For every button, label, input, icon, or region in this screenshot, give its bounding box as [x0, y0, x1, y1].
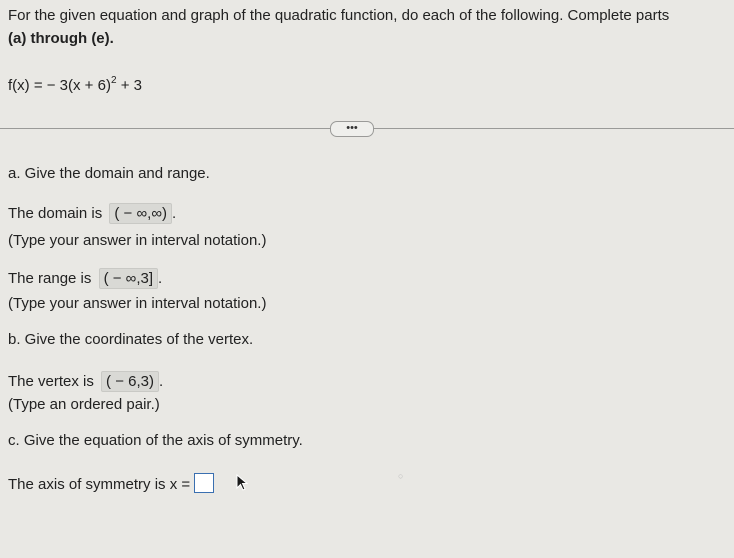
instructions-line-1: For the given equation and graph of the quadratic function, do each of the following. Complete parts — [8, 7, 670, 24]
equation-main: f(x) = − 3(x + 6) — [8, 77, 111, 94]
domain-line — [8, 203, 176, 224]
range-answer[interactable]: ( − ∞,3] — [99, 268, 158, 289]
dot-icon: ○ — [398, 471, 404, 481]
axis-prefix: The axis of symmetry is x = — [8, 476, 191, 493]
instructions-line-2: (a) through (e). — [8, 30, 114, 47]
range-hint: (Type your answer in interval notation.) — [8, 295, 267, 312]
vertex-line — [8, 371, 163, 392]
equation — [8, 77, 142, 94]
axis-answer-input[interactable] — [194, 473, 214, 493]
domain-answer[interactable]: ( − ∞,∞) — [109, 203, 172, 224]
vertex-prefix: The vertex is — [8, 373, 94, 390]
range-line — [8, 268, 162, 289]
domain-prefix: The domain is — [8, 205, 103, 222]
domain-hint: (Type your answer in interval notation.) — [8, 232, 267, 249]
range-suffix: . — [158, 270, 163, 287]
vertex-suffix: . — [158, 373, 164, 390]
equation-tail: + 3 — [120, 77, 142, 94]
more-button[interactable]: ••• — [330, 121, 374, 137]
vertex-answer[interactable]: ( − 6,3) — [101, 371, 159, 392]
equation-exponent: 2 — [110, 75, 117, 86]
part-c-title: c. Give the equation of the axis of symmetry. — [8, 432, 303, 449]
range-prefix: The range is — [8, 270, 92, 287]
part-a-title: a. Give the domain and range. — [8, 165, 210, 182]
domain-suffix: . — [172, 205, 177, 222]
axis-line — [8, 473, 214, 493]
part-b-title: b. Give the coordinates of the vertex. — [8, 331, 254, 348]
mouse-cursor-icon — [236, 474, 250, 492]
vertex-hint: (Type an ordered pair.) — [8, 396, 160, 413]
